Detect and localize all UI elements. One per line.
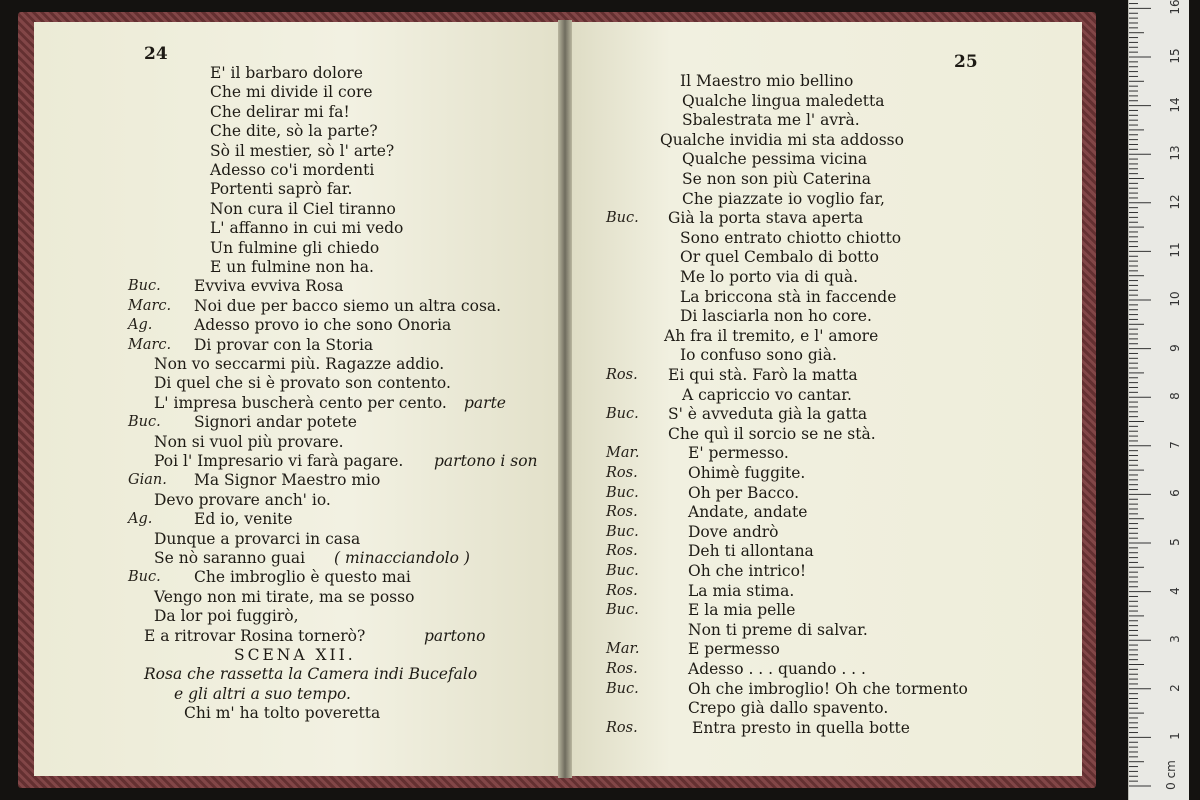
left-page (34, 22, 562, 776)
verse-line: Che dite, sò la parte? (210, 122, 378, 141)
ruler-number: 9 (1168, 343, 1182, 352)
speaker-label: Ros. (606, 367, 638, 383)
ruler-number: 2 (1168, 683, 1182, 692)
ruler-number: 7 (1168, 440, 1182, 449)
verse-line: L' impresa buscherà cento per cento. (154, 393, 447, 412)
speaker-label: Ag. (128, 317, 153, 334)
verse-line: Dunque a provarci in casa (154, 529, 361, 548)
verse-line: Un fulmine gli chiedo (210, 238, 380, 257)
verse-line: A capriccio vo cantar. (682, 385, 852, 404)
verse-line: Ma Signor Maestro mio (194, 471, 381, 490)
verse-line: Adesso . . . quando . . . (688, 660, 866, 678)
verse-line: Di lasciarla non ho core. (680, 307, 872, 326)
ruler-number: 12 (1168, 194, 1182, 210)
verse-line: Io confuso sono già. (680, 346, 837, 365)
speaker-label: Buc. (606, 523, 639, 540)
page-number: 25 (954, 52, 978, 72)
verse-line: La bricconа stà in faccende (680, 287, 897, 306)
verse-line: E permesso (688, 640, 780, 659)
verse-line: Oh che intrico! (688, 562, 807, 580)
verse-line: Non si vuol più provare. (154, 432, 344, 451)
stage-direction: e gli altri a suo tempo. (174, 684, 351, 703)
verse-line: Di provar con la Storia (194, 335, 374, 354)
speaker-label: Buc. (606, 484, 639, 501)
verse-line: Il Maestro mio bellino (680, 72, 854, 90)
ruler-number: 8 (1168, 392, 1182, 401)
right-page (568, 22, 1082, 776)
verse-line: Adesso provo io che sono Onoria (194, 316, 452, 335)
speaker-label: Gian. (128, 472, 167, 489)
verse-line: Portenti saprò far. (210, 180, 353, 199)
verse-line: Ei qui stà. Farò la matta (668, 366, 858, 384)
verse-line: Che imbroglio è questo mai (194, 568, 411, 587)
verse-line: Di quel che si è provato son contento. (154, 374, 451, 393)
verse-line: Adesso co'i mordenti (210, 161, 375, 179)
verse-line: Non ti preme di salvar. (688, 620, 868, 639)
verse-line: Sò il mestier, sò l' arte? (210, 141, 395, 160)
verse-line: Devo provare anch' io. (154, 490, 331, 509)
speaker-label: Ros. (606, 719, 638, 736)
verse-line: Non cura il Ciel tiranno (210, 199, 396, 218)
verse-line: Vengo non mi tirate, ma se posso (154, 587, 415, 606)
verse-line: E a ritrovar Rosina tornerò? (144, 626, 366, 645)
verse-line: Signori andar potete (194, 413, 357, 432)
verse-line: Dove andrò (688, 522, 779, 541)
verse-line: Deh ti allontana (688, 542, 814, 561)
ruler-number: 3 (1168, 635, 1182, 644)
verse-line: Qualche invidia mi sta addosso (660, 130, 904, 149)
verse-line: Già la porta stava aperta (668, 209, 864, 228)
verse-line: Da lor poi fuggirò, (154, 607, 299, 626)
speaker-label: Marc. (128, 336, 172, 353)
verse-line: Oh che imbroglio! Oh che tormento (688, 679, 968, 698)
verse-line: L' affanno in cui mi vedo (210, 219, 404, 238)
verse-line: Non vo seccarmi più. Ragazze addio. (154, 355, 445, 373)
stage-direction: partono i son (434, 452, 538, 470)
speaker-label: Buc. (128, 278, 161, 295)
verse-line: Ed io, venite (194, 510, 293, 529)
speaker-label: Buc. (606, 210, 639, 227)
stage-direction: partono (424, 626, 486, 645)
verse-line: Ah fra il tremito, e l' amore (664, 326, 879, 345)
speaker-label: Buc. (606, 680, 639, 697)
verse-line: La mia stima. (688, 581, 795, 600)
verse-line: E la mia pelle (688, 601, 796, 620)
ruler-number: 14 (1168, 96, 1182, 113)
speaker-label: Ag. (128, 511, 153, 528)
book-gutter (558, 20, 572, 778)
page-number: 24 (144, 44, 168, 64)
speaker-label: Buc. (606, 602, 639, 619)
verse-line: Sbalestrata me l' avrà. (682, 111, 860, 130)
verse-line: Sono entrato chiotto chiotto (680, 228, 902, 247)
speaker-label: Mar. (606, 445, 640, 462)
stage-direction: Rosa che rassetta la Camera indi Bucefalo (144, 665, 478, 684)
speaker-label: Ros. (606, 465, 638, 481)
verse-line: E un fulmine non ha. (210, 258, 374, 276)
verse-line: Noi due per bacco siemo un altra cosa. (194, 296, 502, 315)
verse-line: Oh per Bacco. (688, 483, 800, 502)
ruler-number: 11 (1168, 242, 1182, 259)
stage-direction: parte (464, 393, 506, 412)
speaker-label: Buc. (128, 569, 161, 586)
verse-line: Evviva evviva Rosa (194, 277, 344, 296)
speaker-label: Mar. (606, 641, 640, 658)
speaker-label: Ros. (606, 504, 638, 521)
speaker-label: Ros. (606, 661, 638, 677)
speaker-label: Ros. (606, 543, 638, 560)
verse-line: Entra presto in quella botte (692, 718, 910, 737)
ruler-unit-label: 0 cm (1164, 760, 1178, 790)
verse-line: Che piazzate io voglio far, (682, 189, 885, 208)
verse-line: Qualche lingua maledetta (682, 91, 885, 110)
verse-line: Crepo già dallo spavento. (688, 699, 889, 718)
verse-line: Ohimè fuggite. (688, 464, 806, 482)
verse-line: E' permesso. (688, 444, 789, 463)
measuring-ruler (1128, 0, 1189, 800)
ruler-number: 6 (1168, 489, 1182, 498)
scene-heading: SCENA XII. (234, 646, 356, 664)
verse-line: Poi l' Impresario vi farà pagare. (154, 452, 404, 470)
verse-line: Me lo porto via di quà. (680, 268, 859, 286)
speaker-label: Marc. (128, 297, 172, 314)
speaker-label: Buc. (606, 563, 639, 579)
ruler-number: 5 (1168, 538, 1182, 546)
verse-line: Andate, andate (688, 503, 808, 522)
speaker-label: Ros. (606, 582, 638, 599)
verse-line: Qualche pessima vicina (682, 150, 868, 169)
verse-line: Se non son più Caterina (682, 170, 872, 188)
verse-line: Che delirar mi fa! (210, 102, 350, 121)
stage-direction: ( minacciandolo ) (334, 549, 470, 567)
verse-line: Che quì il sorcio se ne stà. (668, 424, 876, 443)
verse-line: E' il barbaro dolore (210, 64, 363, 82)
ruler-number: 13 (1168, 145, 1182, 161)
verse-line: Se nò saranno guai (154, 549, 306, 567)
ruler-number: 1 (1168, 732, 1182, 741)
verse-line: Or quel Cembalo di botto (680, 248, 879, 267)
verse-line: S' è avveduta già la gatta (668, 405, 868, 424)
ruler-number: 15 (1168, 48, 1182, 64)
ruler-number: 4 (1168, 586, 1182, 595)
verse-line: Chi m' ha tolto poveretta (184, 704, 381, 723)
ruler-number: 16 (1168, 0, 1182, 16)
speaker-label: Buc. (606, 406, 639, 423)
speaker-label: Buc. (128, 414, 161, 431)
verse-line: Che mi divide il core (210, 83, 373, 102)
ruler-number: 10 (1168, 291, 1182, 307)
